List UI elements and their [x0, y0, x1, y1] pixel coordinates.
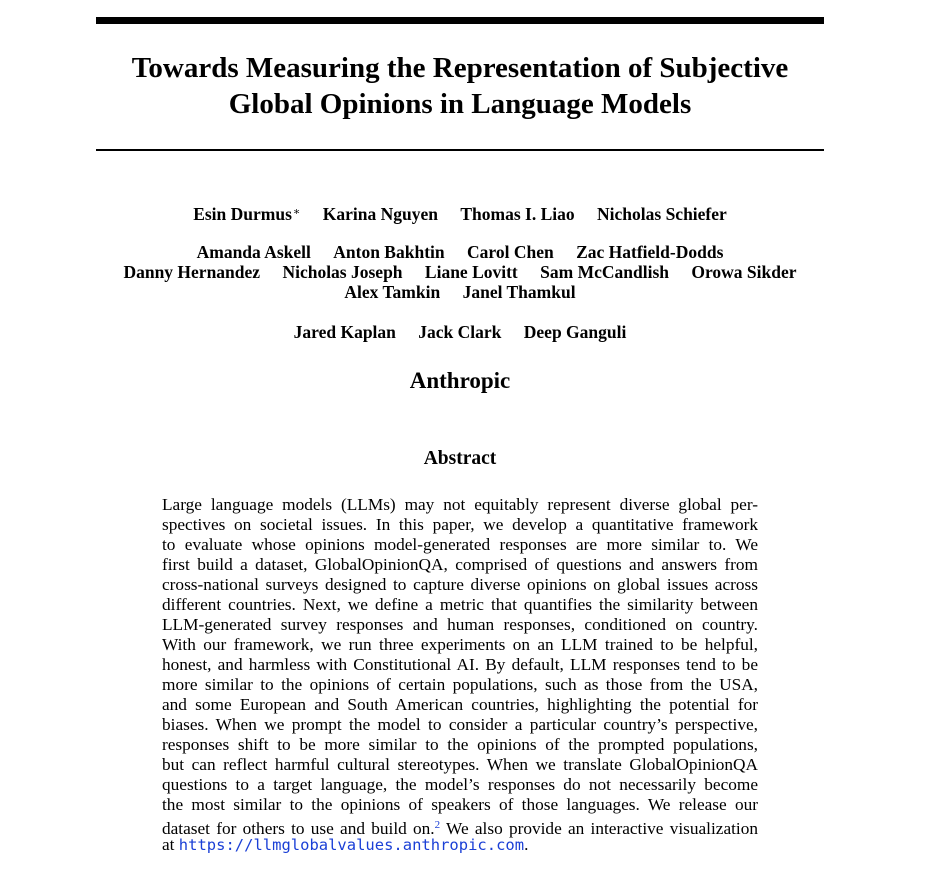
- author-name: Esin Durmus∗: [193, 204, 301, 224]
- title-line-1: Towards Measuring the Representation of Subjective: [131, 52, 789, 84]
- author-row-4: [60, 282, 860, 302]
- author-name: Janel Thamkul: [462, 282, 576, 302]
- abstract-line: the most similar to the opinions of speakers of those languages. We release our: [162, 795, 758, 814]
- author-name: Nicholas Schiefer: [597, 204, 727, 224]
- abstract-line: Large language models (LLMs) may not equitably represent diverse global per-: [162, 495, 758, 514]
- abstract-line: questions to a target language, the model’s responses do not necessarily become: [162, 775, 758, 794]
- title-rule: [96, 149, 824, 151]
- title-line-2: Global Opinions in Language Models: [228, 88, 692, 120]
- abstract-line: honest, and harmless with Constitutional AI. By default, LLM responses tend to be: [162, 655, 758, 674]
- equal-contribution-mark: ∗: [292, 206, 301, 218]
- author-name: Jack Clark: [418, 322, 502, 342]
- abstract-line: at https://llmglobalvalues.anthropic.com.: [162, 835, 529, 854]
- author-name: Danny Hernandez: [123, 262, 261, 282]
- abstract-line: cross-national surveys designed to capture diverse opinions on global issues across: [162, 575, 758, 594]
- footnote-link[interactable]: 2: [434, 819, 441, 831]
- visualization-url-link[interactable]: https://llmglobalvalues.anthropic.com: [178, 836, 525, 854]
- author-row-2: [60, 242, 860, 262]
- abstract-line: LLM-generated survey responses and human responses, conditioned on country.: [162, 615, 758, 634]
- abstract-heading: Abstract: [423, 448, 497, 469]
- abstract-line: more similar to the opinions of certain populations, such as those from the USA,: [162, 675, 758, 694]
- author-row-1: [60, 202, 860, 224]
- abstract-line: first build a dataset, GlobalOpinionQA, comprised of questions and answers from: [162, 555, 758, 574]
- affiliation: Anthropic: [409, 368, 511, 393]
- author-name: Amanda Askell: [196, 242, 311, 262]
- paper-title: [60, 50, 860, 122]
- author-name: Liane Lovitt: [424, 262, 518, 282]
- abstract-line: to evaluate whose opinions model-generated responses are more similar to. We: [162, 535, 758, 554]
- abstract-line: biases. When we prompt the model to consider a particular country’s perspective,: [162, 715, 758, 734]
- abstract-body: [162, 495, 758, 855]
- author-name: Thomas I. Liao: [460, 204, 575, 224]
- abstract-line: responses shift to be more similar to the opinions of the prompted populations,: [162, 735, 758, 754]
- author-name: Nicholas Joseph: [282, 262, 403, 282]
- author-name: Orowa Sikder: [691, 262, 797, 282]
- top-rule: [96, 17, 824, 24]
- author-name: Anton Bakhtin: [333, 242, 445, 262]
- author-name: Alex Tamkin: [344, 282, 441, 302]
- author-name: Zac Hatfield-Dodds: [576, 242, 724, 262]
- abstract-line: different countries. Next, we define a metric that quantifies the similarity between: [162, 595, 758, 614]
- abstract-line: spectives on societal issues. In this paper, we develop a quantitative framework: [162, 515, 758, 534]
- abstract-line: dataset for others to use and build on.$^2$ We also provide an interactive visualization: [162, 819, 758, 838]
- abstract-line: With our framework, we run three experiments on an LLM trained to be helpful,: [162, 635, 758, 654]
- abstract-line: and some European and South American countries, highlighting the potential for: [162, 695, 758, 714]
- author-name: Deep Ganguli: [523, 322, 627, 342]
- author-row-3: [20, 262, 900, 282]
- author-name: Karina Nguyen: [322, 204, 438, 224]
- author-name: Jared Kaplan: [293, 322, 396, 342]
- author-name: Carol Chen: [467, 242, 554, 262]
- author-row-5: [60, 322, 860, 342]
- author-name: Sam McCandlish: [540, 262, 669, 282]
- abstract-line: but can reflect harmful cultural stereotypes. When we translate GlobalOpinionQA: [162, 755, 758, 774]
